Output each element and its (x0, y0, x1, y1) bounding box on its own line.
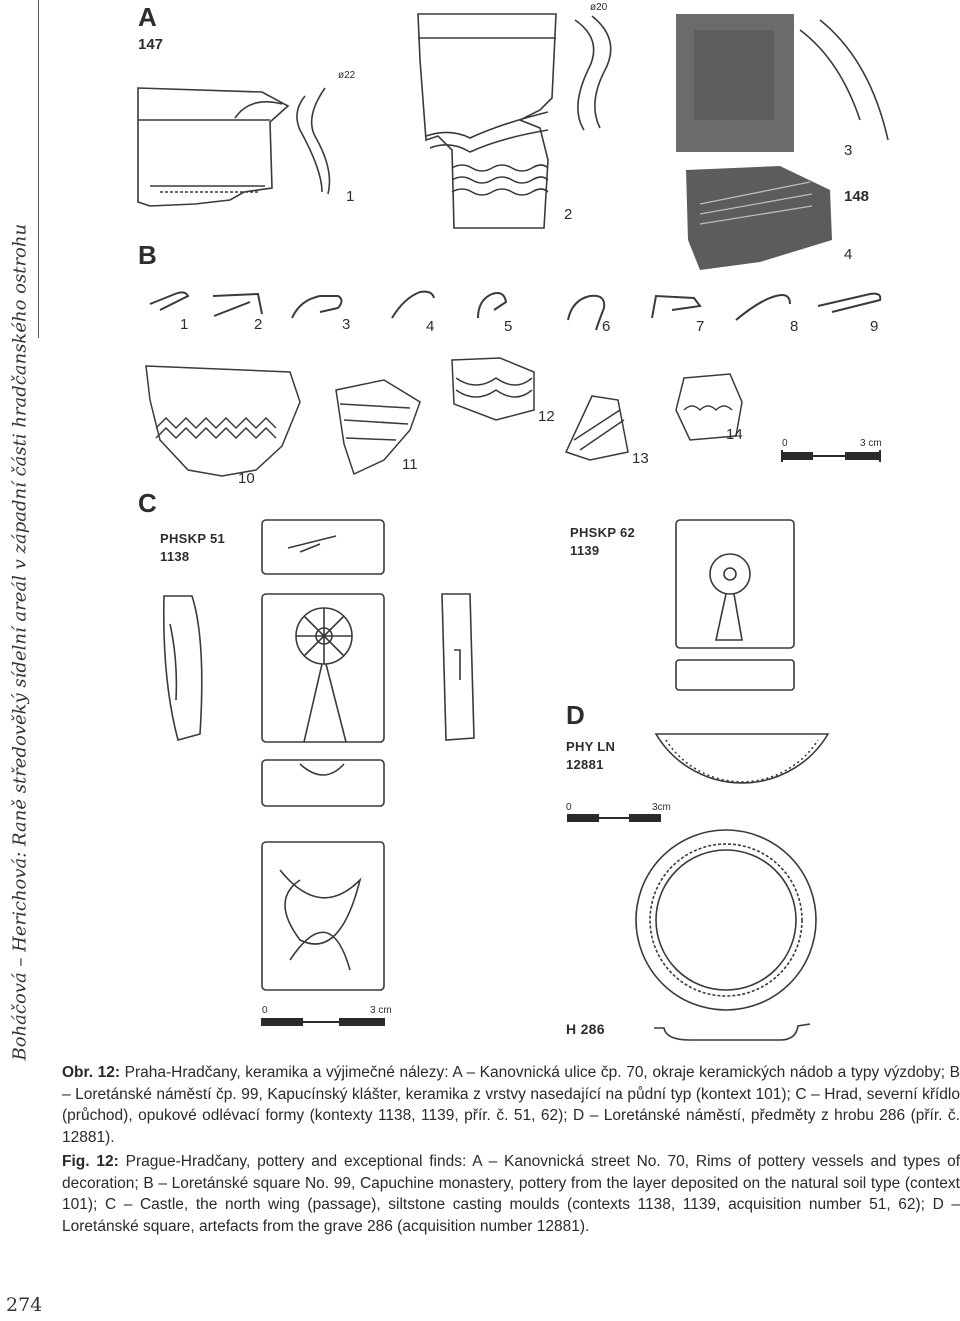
item-b11-number: 11 (402, 456, 418, 473)
item-b12-number: 12 (538, 408, 555, 425)
item-b14-number: 14 (726, 426, 743, 443)
artefact-d-code-line2: 12881 (566, 757, 604, 772)
rim-type-1: 1 (180, 316, 189, 333)
section-a-label: A (138, 2, 157, 32)
rim-type-6: 6 (602, 318, 611, 335)
mould-51-code-line2: 1138 (160, 549, 190, 564)
caption-english-prefix: Fig. 12: (62, 1152, 119, 1170)
figure-caption (62, 1062, 960, 1240)
item-a4-number: 4 (844, 246, 853, 263)
artefact-d-code-line1: PHY LN (566, 739, 616, 754)
photo-a-number: 148 (844, 188, 870, 205)
rim-type-5: 5 (504, 318, 513, 335)
rim-type-4: 4 (426, 318, 435, 335)
photo-a4 (686, 166, 832, 270)
sherd-a1-drawing (138, 88, 330, 206)
section-b-label: B (138, 240, 157, 270)
item-a3-number: 3 (844, 142, 853, 159)
caption-czech (62, 1062, 960, 1149)
item-a1-number: 1 (346, 188, 355, 205)
scale-b-start: 0 (782, 438, 788, 449)
mould-62-code-line2: 1139 (570, 543, 600, 558)
rim-type-9: 9 (870, 318, 879, 335)
caption-english-text: Prague-Hradčany, pottery and exceptional finds: A – Kanovnická street No. 70, Rims of pottery vessels and types of decoration; B – Loretánské square No. 99, Capuchine monastery, pottery from the layer deposited on the natural soil type (context 101); C – Castle, the north wing (passage), siltstone casting moulds (contexts 1138, 1139, acquisition number 51, 62); D – Loretánské square, artefacts from the grave 286 (acquisition number 12881). (62, 1152, 960, 1235)
sherd-b12 (452, 358, 534, 420)
scale-c-start: 0 (262, 1005, 268, 1016)
caption-czech-text: Praha-Hradčany, keramika a výjimečné nálezy: A – Kanovnická ulice čp. 70, okraje keramických nádob a typy výzdoby; B – Loretánské náměstí čp. 99, Kapucínský klášter, keramika z vrstvy nasedající na půdní typ (kontext 101); C – Hrad, severní křídlo (průchod), opukové odlévací formy (kontexty 1138, 1139, přír. č. 51, 62); D – Loretánské náměstí, předměty z hrobu 286 (přír. č. 12881). (62, 1064, 960, 1147)
diameter-label-2: ø20 (590, 2, 608, 13)
rim-type-2: 2 (254, 316, 263, 333)
rim-type-7: 7 (696, 318, 705, 335)
scale-bar-b (782, 450, 880, 462)
diameter-label-1: ø22 (338, 70, 356, 81)
scale-d-start: 0 (566, 802, 572, 813)
sherd-b13 (566, 396, 628, 460)
running-head: Boháčová – Herichová: Raně středověký sídelní areál v západní části hradčanského ostrohu (9, 223, 31, 1061)
disc-d-profile (654, 1024, 810, 1040)
caption-czech-prefix: Obr. 12: (62, 1064, 121, 1081)
scale-c-end: 3 cm (370, 1005, 392, 1016)
artefact-d-code (566, 738, 615, 774)
mould-51-side-right (442, 594, 474, 740)
grave-label: H 286 (566, 1021, 605, 1037)
item-b10-number: 10 (238, 470, 255, 487)
page-number: 274 (6, 1294, 43, 1316)
scale-bar-c (262, 1019, 384, 1025)
disc-d-outer (636, 830, 816, 1010)
mould-62-code-line1: PHSKP 62 (570, 525, 636, 540)
mould-51-code (160, 530, 225, 566)
mould-62-edge (676, 660, 794, 690)
mould-62-code (570, 524, 635, 560)
mould-62-face (676, 520, 794, 648)
scale-bar-d (568, 815, 660, 821)
section-a-number: 147 (138, 36, 164, 53)
section-d-label: D (566, 700, 585, 730)
rim-type-3: 3 (342, 316, 351, 333)
item-b13-number: 13 (632, 450, 649, 467)
item-a2-number: 2 (564, 206, 573, 223)
caption-english (62, 1151, 960, 1238)
sherd-a2-drawing (418, 14, 611, 228)
scale-b-end: 3 cm (860, 438, 882, 449)
section-c-label: C (138, 488, 157, 518)
mould-51-top (262, 520, 384, 574)
rim-type-8: 8 (790, 318, 799, 335)
mould-51-side-left (164, 596, 202, 740)
scale-d-end: 3cm (652, 802, 671, 813)
mould-51-face (262, 594, 384, 742)
mould-51-bottom (262, 760, 384, 806)
mould-51-code-line1: PHSKP 51 (160, 531, 226, 546)
mould-62-face-lower (262, 842, 384, 990)
